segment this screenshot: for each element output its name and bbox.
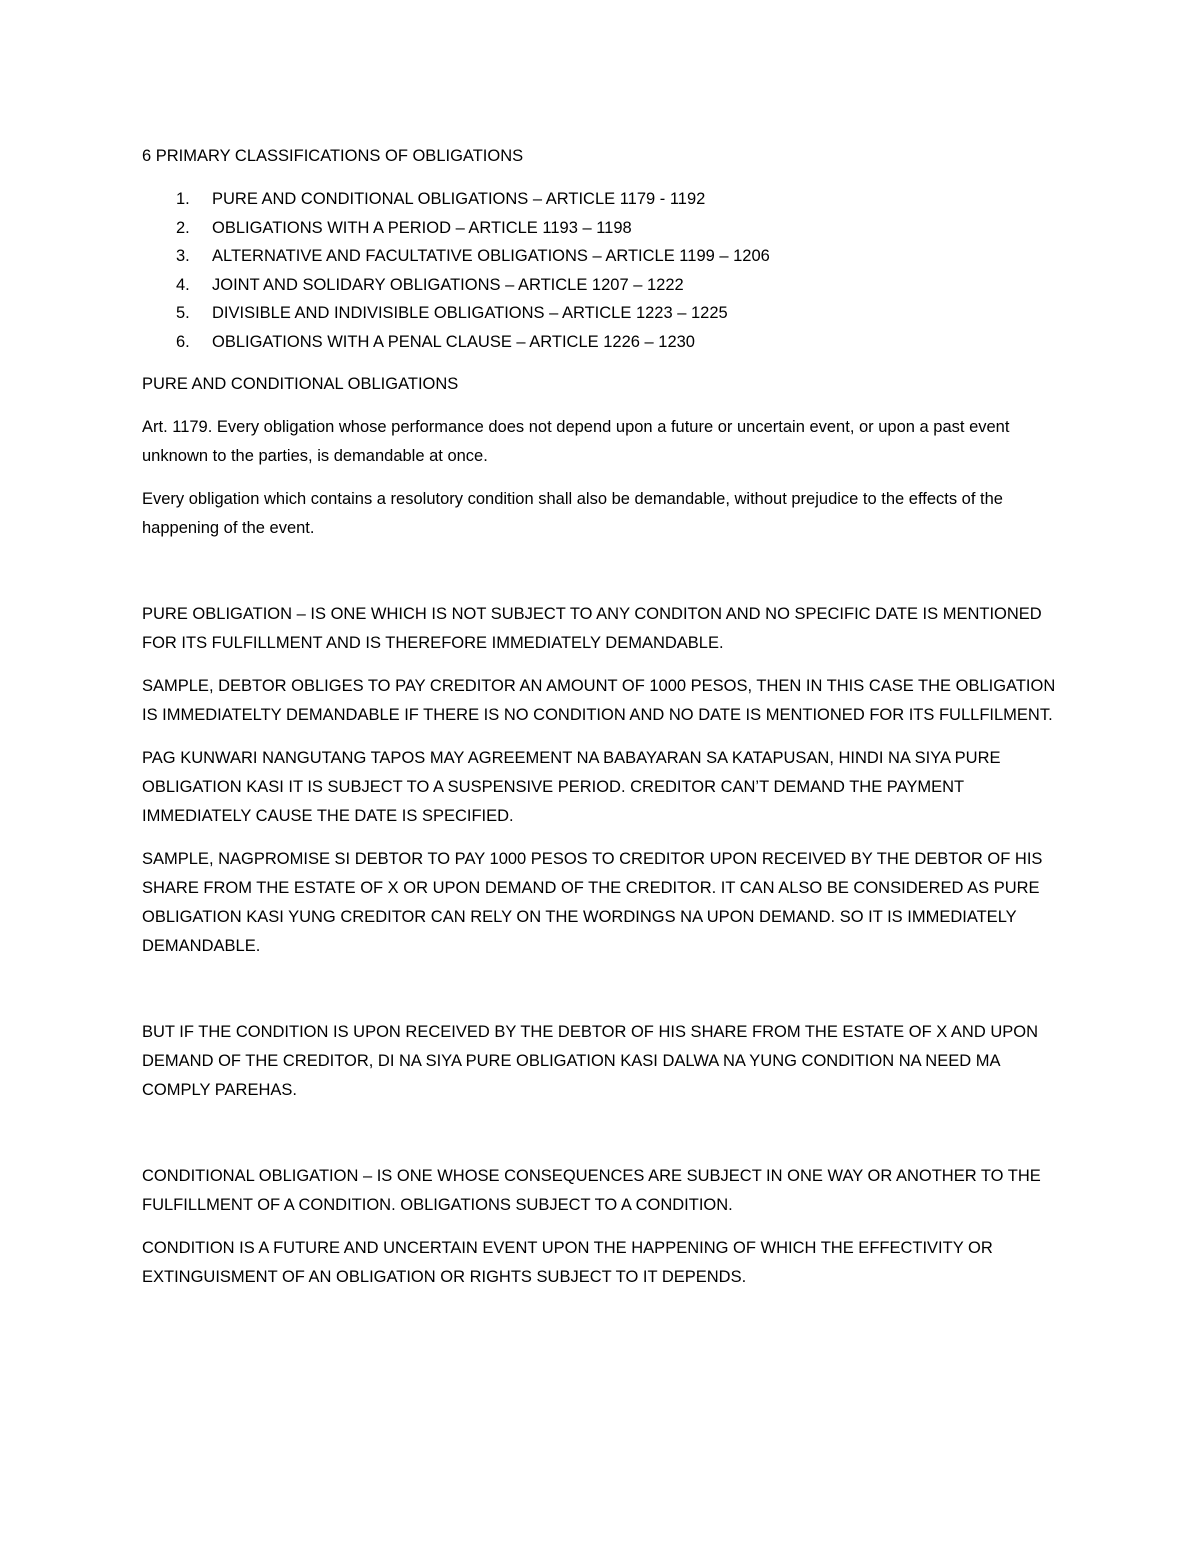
conditional-obligation-definition: CONDITIONAL OBLIGATION – IS ONE WHOSE CONSEQUENCES ARE SUBJECT IN ONE WAY OR ANOTHER TO THE FULFILLMENT OF A CONDITION. OBLIGATIONS SUBJECT TO A CONDITION. [142, 1167, 1041, 1214]
list-item: 3. ALTERNATIVE AND FACULTATIVE OBLIGATIONS – ARTICLE 1199 – 1206 [176, 247, 770, 265]
classification-list [142, 185, 1072, 356]
note-paragraph: PAG KUNWARI NANGUTANG TAPOS MAY AGREEMENT NA BABAYARAN SA KATAPUSAN, HINDI NA SIYA PURE OBLIGATION KASI IT IS SUBJECT TO A SUSPENSIVE PERIOD. CREDITOR CAN’T DEMAND THE PAYMENT IMMEDIATELY CAUSE THE DATE IS SPECIFIED. [142, 749, 1001, 825]
pure-obligation-definition: PURE OBLIGATION – IS ONE WHICH IS NOT SUBJECT TO ANY CONDITON AND NO SPECIFIC DATE IS MENTIONED FOR ITS FULFILLMENT AND IS THEREFORE IMMEDIATELY DEMANDABLE. [142, 605, 1042, 652]
spacer [142, 1119, 1072, 1162]
list-item: 4. JOINT AND SOLIDARY OBLIGATIONS – ARTICLE 1207 – 1222 [176, 275, 684, 294]
sample-paragraph: SAMPLE, NAGPROMISE SI DEBTOR TO PAY 1000 PESOS TO CREDITOR UPON RECEIVED BY THE DEBTOR OF HIS SHARE FROM THE ESTATE OF X OR UPON DEMAND OF THE CREDITOR. IT CAN ALSO BE CONSIDERED AS PURE OBLIGATION KASI YUNG CREDITOR CAN RELY ON THE WORDINGS NA UPON DEMAND. SO IT IS IMMEDIATELY DEMANDABLE. [142, 850, 1043, 955]
note-paragraph: BUT IF THE CONDITION IS UPON RECEIVED BY THE DEBTOR OF HIS SHARE FROM THE ESTATE OF X AND UPON DEMAND OF THE CREDITOR, DI NA SIYA PURE OBLIGATION KASI DALWA NA YUNG CONDITION NA NEED MA COMPLY PAREHAS. [142, 1023, 1039, 1099]
document-page [142, 142, 1072, 1306]
list-item: 1. PURE AND CONDITIONAL OBLIGATIONS – ARTICLE 1179 - 1192 [176, 190, 706, 208]
section-title: PURE AND CONDITIONAL OBLIGATIONS [142, 375, 459, 393]
sample-paragraph: SAMPLE, DEBTOR OBLIGES TO PAY CREDITOR AN AMOUNT OF 1000 PESOS, THEN IN THIS CASE THE OBLIGATION IS IMMEDIATELTY DEMANDABLE IF THERE IS NO CONDITION AND NO DATE IS MENTIONED FOR ITS FULLFILMENT. [142, 677, 1056, 724]
article-1179-paragraph: Art. 1179. Every obligation whose performance does not depend upon a future or uncertain event, or upon a past event unknown to the parties, is demandable at once. [142, 418, 1010, 465]
condition-definition: CONDITION IS A FUTURE AND UNCERTAIN EVENT UPON THE HAPPENING OF WHICH THE EFFECTIVITY OR EXTINGUISMENT OF AN OBLIGATION OR RIGHTS SUBJECT TO IT DEPENDS. [142, 1239, 993, 1286]
list-item: 5. DIVISIBLE AND INDIVISIBLE OBLIGATIONS – ARTICLE 1223 – 1225 [176, 304, 728, 322]
list-item: 2. OBLIGATIONS WITH A PERIOD – ARTICLE 1193 – 1198 [176, 218, 632, 237]
spacer [142, 975, 1072, 1018]
list-item: 6. OBLIGATIONS WITH A PENAL CLAUSE – ARTICLE 1226 – 1230 [176, 332, 695, 351]
spacer [142, 557, 1072, 600]
article-1179-resolutory-paragraph: Every obligation which contains a resolutory condition shall also be demandable, without prejudice to the effects of the happening of the event. [142, 490, 1003, 537]
document-heading: 6 PRIMARY CLASSIFICATIONS OF OBLIGATIONS [142, 147, 524, 165]
